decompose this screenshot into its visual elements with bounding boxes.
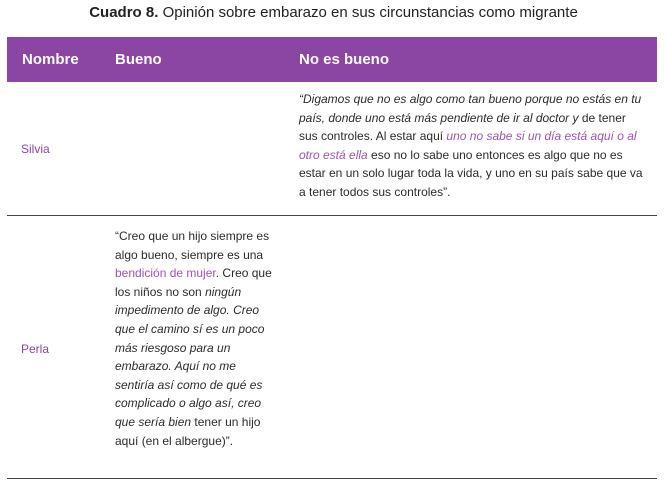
quote-silvia-part1: “Digamos que no es algo como tan bueno porque no estás en tu país, donde uno está más pendiente de ir al doctor y <box>299 92 642 125</box>
quote-silvia-part2: de tener sus controles. Al estar aquí <box>299 110 626 144</box>
header-nombre: Nombre <box>22 51 79 68</box>
quote-perla-highlight: bendición de mujer <box>115 266 216 281</box>
quote-perla-part4: tener un hijo aquí (en el albergue)”. <box>115 414 261 448</box>
caption-label: Cuadro 8. <box>89 4 159 21</box>
quote-silvia-highlight: uno no sabe si un día está aquí o al otro está ella <box>299 129 637 162</box>
row-name-perla: Perla <box>21 342 50 356</box>
quote-perla-part2: . Creo que los niños no son <box>115 266 272 299</box>
quote-silvia-part3: eso no lo sabe uno entonces es algo que no es estar en un solo lugar toda la vida, y uno en su país sabe que va a tener todos sus controles”. <box>299 147 643 199</box>
table-row-perla <box>7 216 657 479</box>
row-name-silvia: Silvia <box>21 142 50 156</box>
header-no-es-bueno: No es bueno <box>299 51 390 68</box>
table-header <box>7 37 657 82</box>
table-row-silvia <box>7 82 657 216</box>
table-caption <box>0 4 667 21</box>
caption-text: Opinión sobre embarazo en sus circunstancias como migrante <box>162 4 578 21</box>
quote-perla-part1: “Creo que un hijo siempre es algo bueno, siempre es una <box>115 229 270 262</box>
quote-perla-bueno <box>115 227 275 450</box>
quote-perla-part3: ningún impedimento de algo. Creo que el camino sí es un poco más riesgoso para un embarazo. Aquí no me sentiría así como de qué es complicado o algo así, creo que sería bien <box>115 284 265 429</box>
opinion-table <box>7 37 657 479</box>
quote-silvia-no-es-bueno <box>299 90 644 202</box>
header-bueno: Bueno <box>115 51 162 68</box>
